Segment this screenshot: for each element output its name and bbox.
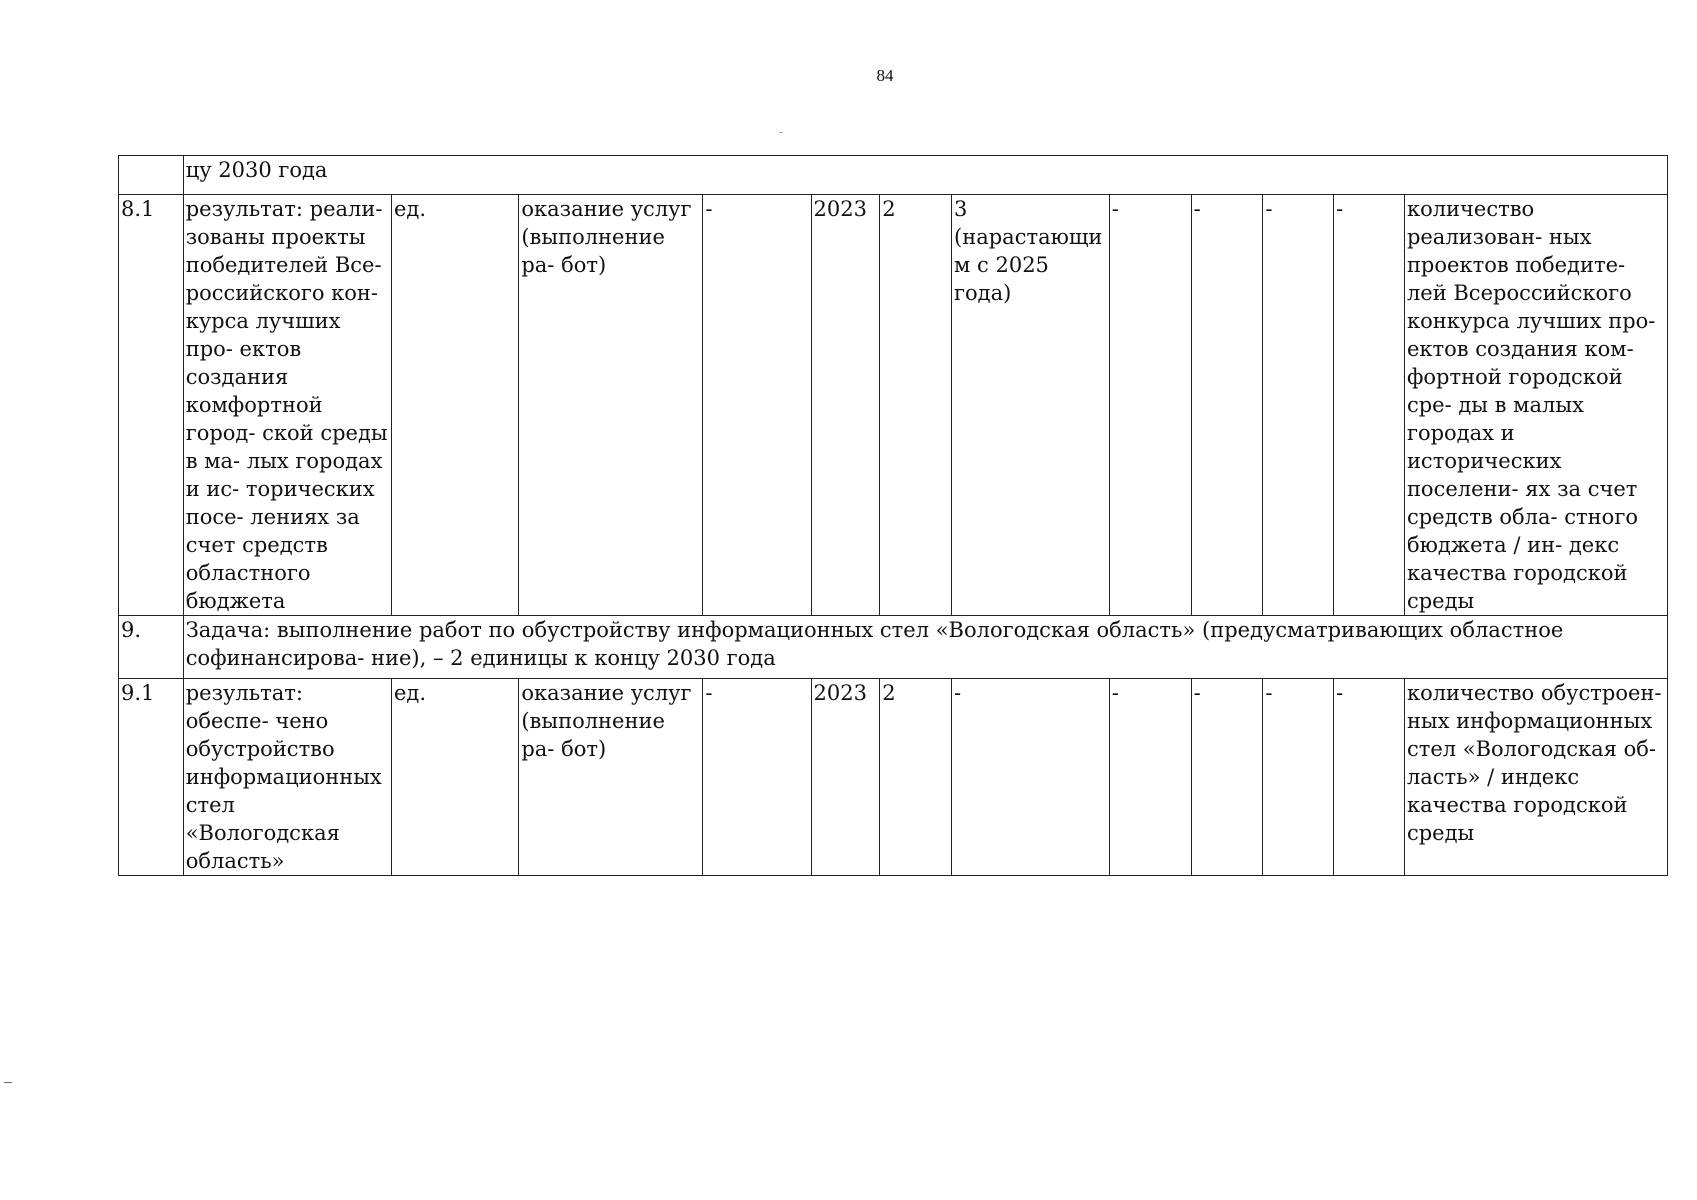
indicators-table	[118, 155, 1668, 876]
type-cell: оказание услуг (выполнение ра- бот)	[519, 195, 703, 616]
table-row	[119, 679, 1668, 876]
value-cell: -	[1191, 679, 1263, 876]
value-cell: -	[1109, 679, 1191, 876]
link-cell: количество реализован- ных проектов победите- лей Всероссийского конкурса лучших про- ектов создания ком- фортной городской сре- ды в малых городах и исторических поселени- ях за счет средств обла- стного бюджета / ин- декс качества городской среды	[1404, 195, 1667, 616]
continuation-cell: цу 2030 года	[183, 156, 1667, 195]
table-row	[119, 156, 1668, 195]
base-year-cell: 2023	[811, 679, 880, 876]
base-value-cell: -	[703, 195, 811, 616]
value-cell: -	[1191, 195, 1263, 616]
row-number-cell: 9.	[119, 616, 184, 679]
unit-cell: ед.	[391, 195, 518, 616]
base-value-cell: -	[703, 679, 811, 876]
result-name-cell: результат: реали- зованы проекты победителей Все- российского кон- курса лучших про- ектов создания комфортной город- ской среды в ма- лых городах и ис- торических посе- лениях за счет средств областного бюджета	[183, 195, 391, 616]
unit-cell: ед.	[391, 679, 518, 876]
row-number-cell	[119, 156, 184, 195]
row-number-cell: 8.1	[119, 195, 184, 616]
link-cell: количество обустроен- ных информационных стел «Вологодская об- ласть» / индекс качества городской среды	[1404, 679, 1667, 876]
value-cell: -	[1109, 195, 1191, 616]
value-cell: -	[1263, 679, 1334, 876]
base-year-cell: 2023	[811, 195, 880, 616]
table-row	[119, 195, 1668, 616]
task-cell: Задача: выполнение работ по обустройству информационных стел «Вологодская область» (предусматривающих областное софинансирова- ние), – 2 единицы к концу 2030 года	[183, 616, 1667, 679]
value-cell: -	[1263, 195, 1334, 616]
table-row	[119, 616, 1668, 679]
value-cell: -	[1334, 679, 1405, 876]
value-cell: 2	[880, 195, 952, 616]
value-cell: 3 (нарастающим с 2025 года)	[952, 195, 1110, 616]
value-cell: -	[1334, 195, 1405, 616]
type-cell: оказание услуг (выполнение ра- бот)	[519, 679, 703, 876]
scan-mark	[779, 132, 783, 133]
page-number: 84	[876, 66, 894, 85]
margin-dash	[4, 1082, 12, 1083]
value-cell: -	[952, 679, 1110, 876]
result-name-cell: результат: обеспе- чено обустройство информационных стел «Вологодская область»	[183, 679, 391, 876]
row-number-cell: 9.1	[119, 679, 184, 876]
value-cell: 2	[880, 679, 952, 876]
